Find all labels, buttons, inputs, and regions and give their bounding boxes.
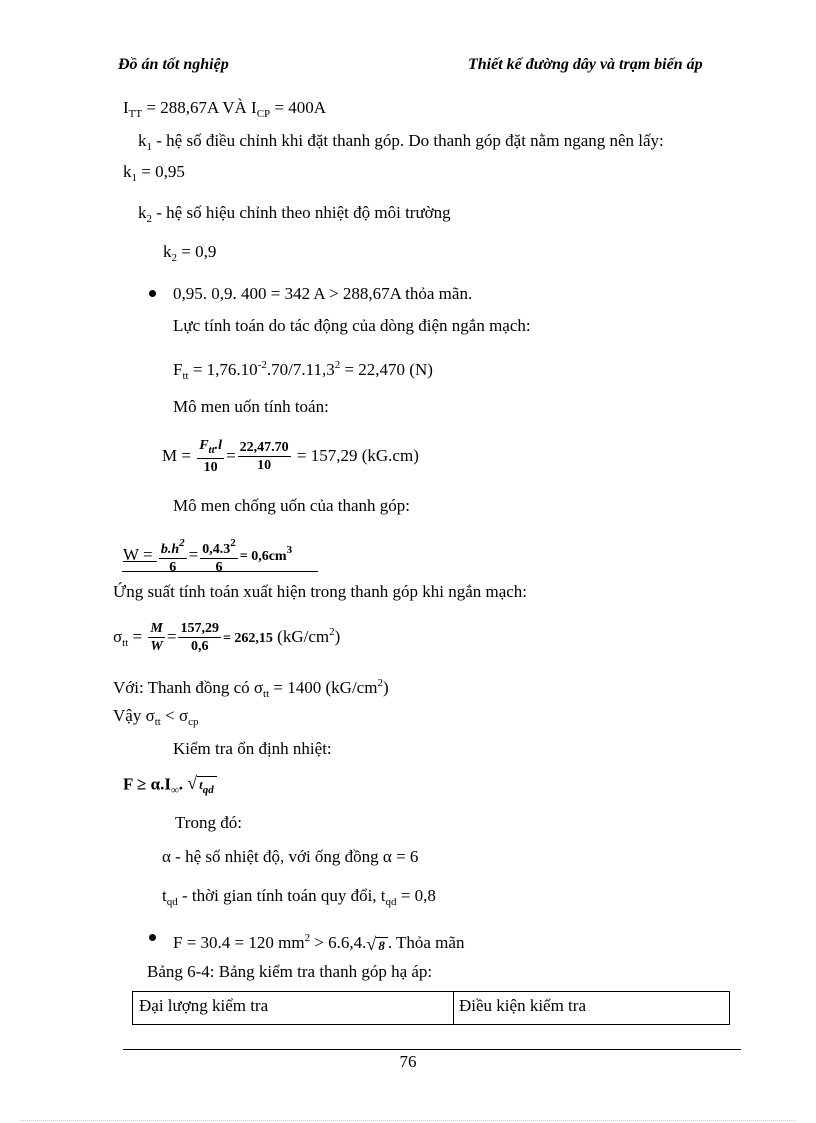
thermal-equation: $F \ge \alpha.I_\infty$. √ $t_{qd}$: [123, 773, 217, 800]
w-fraction-2: $\frac{0,4.3^2}{6}$: [202, 537, 236, 576]
check-2: F = 30.4 = 120 $mm^2 > 6.6,4.√$ 8 . Thỏa mãn: [173, 932, 465, 954]
check-table: [132, 991, 730, 1025]
tqd-line: $t_{qd}$ - thời gian tính toán quy đổi, $t_{qd} = 0,8$: [162, 886, 436, 908]
header-right: Thiết kế đường dây và trạm biến áp: [468, 56, 703, 73]
current-line: $I_{TT} = 288,67A$ VÀ $I_{CP} = 400A$: [123, 98, 327, 120]
stress-title: Ứng suất tính toán xuất hiện trong thanh góp khi ngắn mạch:: [113, 582, 528, 601]
bullet-icon: [149, 934, 156, 941]
w-fraction-1: $\frac{b.h^2}{6}$: [160, 537, 185, 576]
w-equation: W = $\frac{b.h^2}{6}$ = $\frac{0,4.3^2}{6}$ = $0,6cm^3$: [123, 537, 293, 576]
check-1: 0,95. 0,9. 400 = 342 A > 288,67A thỏa mãn.: [173, 284, 473, 303]
bullet-icon: [149, 290, 156, 297]
w-title: Mô men chống uốn của thanh góp:: [173, 496, 411, 515]
header-left: Đồ án tốt nghiệp: [118, 56, 229, 73]
table-column-divider: [453, 992, 454, 1024]
thermal-title: Kiểm tra ổn định nhiệt:: [173, 739, 332, 758]
sqrt-icon: √ 8: [366, 934, 387, 955]
k2-description: $k_2$ - hệ số hiệu chỉnh theo nhiệt độ môi trường: [138, 203, 451, 225]
page-number: 76: [399, 1052, 417, 1071]
moment-fraction-2: $\frac{22,47.70}{10}$: [239, 439, 289, 473]
k2-value: $k_2 = 0,9$: [163, 242, 217, 264]
footer-rule: [123, 1049, 741, 1050]
k1-value: $k_1 = 0,95$: [123, 162, 185, 184]
force-title: Lực tính toán do tác động của dòng điện ngắn mạch:: [173, 316, 531, 335]
alpha-line: α - hệ số nhiệt độ, với ống đồng α = 6: [162, 847, 419, 866]
copper-line: Với: Thanh đồng có $\sigma_{tt} = 1400$ $(kG/cm^2)$: [113, 677, 389, 700]
w-underline: [122, 571, 318, 572]
page-edge: [20, 1120, 796, 1121]
sqrt-icon: √ $t_{qd}$: [187, 773, 217, 798]
moment-equation: M = $\frac{F_{tt}.l}{10}$ = $\frac{22,47.70}{10}$ = 157,29 (kG.cm): [162, 437, 419, 475]
stress-equation: $\sigma_{tt}$ = $\frac{M}{W}$ = $\frac{157,29}{0,6}$ = 262,15 $(kG/cm^2)$: [113, 620, 341, 654]
force-equation: $F_{tt} = 1,76.10^{-2}.70/7.11,3^2 = 22,470$ (N): [173, 359, 433, 382]
conclusion-line: Vậy $\sigma_{tt} < \sigma_{cp}$: [113, 706, 199, 728]
stress-fraction-2: $\frac{157,29}{0,6}$: [180, 620, 219, 654]
k1-description: $k_1$ - hệ số điều chỉnh khi đặt thanh góp. Do thanh góp đặt nằm ngang nên lấy:: [138, 131, 664, 153]
table-header-quantity: Đại lượng kiểm tra: [139, 996, 269, 1015]
table-caption: Bảng 6-4: Bảng kiểm tra thanh góp hạ áp:: [147, 962, 433, 981]
moment-title: Mô men uốn tính toán:: [173, 397, 329, 416]
moment-fraction-1: $\frac{F_{tt}.l}{10}$: [199, 437, 223, 475]
where-label: Trong đó:: [175, 813, 242, 832]
table-header-condition: Điều kiện kiểm tra: [459, 996, 586, 1015]
stress-fraction-1: $\frac{M}{W}$: [150, 620, 163, 654]
